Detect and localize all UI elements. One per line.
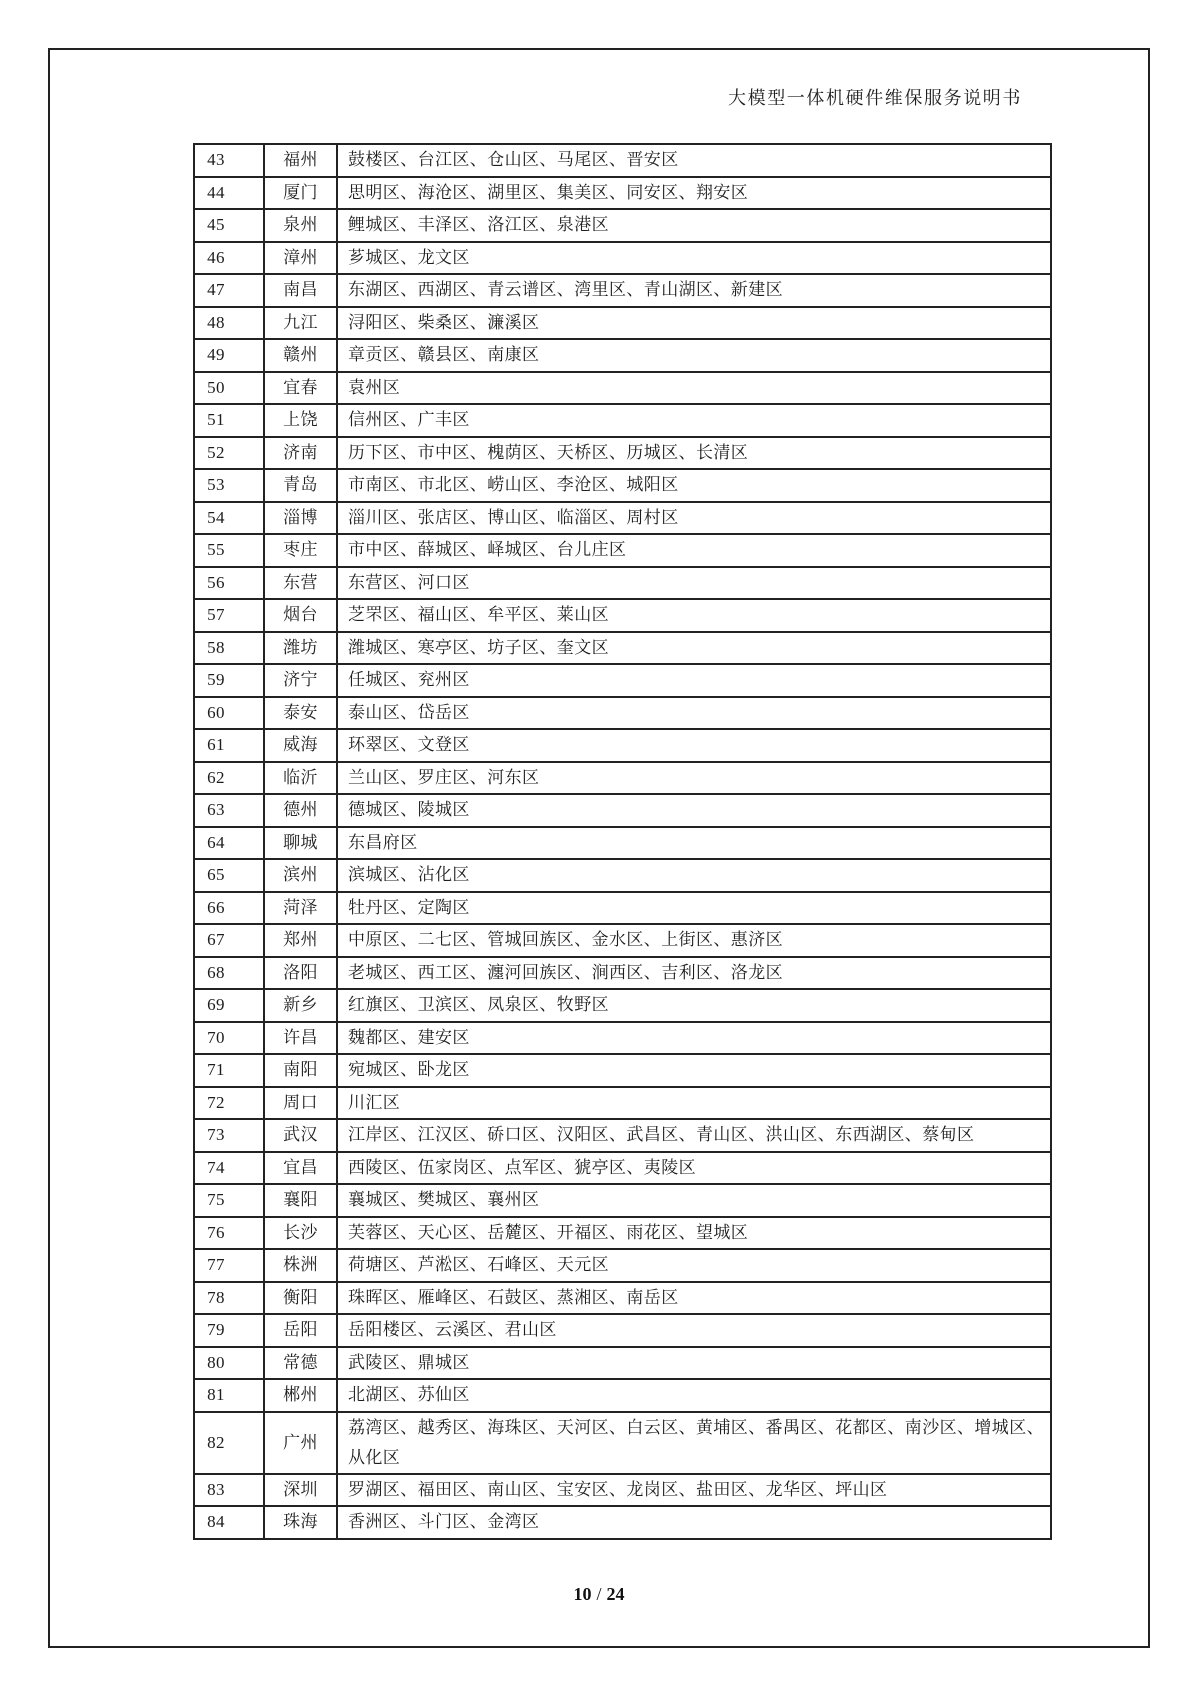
district-list: 西陵区、伍家岗区、点军区、猇亭区、夷陵区 (337, 1152, 1051, 1185)
row-number: 57 (194, 599, 264, 632)
table-row (194, 1119, 1051, 1152)
table-row (194, 989, 1051, 1022)
table-row (194, 632, 1051, 665)
row-number: 62 (194, 762, 264, 795)
table-row (194, 1474, 1051, 1507)
city-name: 济南 (264, 437, 337, 470)
row-number: 78 (194, 1282, 264, 1315)
table-row (194, 1379, 1051, 1412)
row-number: 75 (194, 1184, 264, 1217)
city-name: 襄阳 (264, 1184, 337, 1217)
district-list: 滨城区、沾化区 (337, 859, 1051, 892)
district-list: 芗城区、龙文区 (337, 242, 1051, 275)
city-name: 菏泽 (264, 892, 337, 925)
district-list: 岳阳楼区、云溪区、君山区 (337, 1314, 1051, 1347)
city-name: 济宁 (264, 664, 337, 697)
district-list: 珠晖区、雁峰区、石鼓区、蒸湘区、南岳区 (337, 1282, 1051, 1315)
district-list: 袁州区 (337, 372, 1051, 405)
city-name: 滨州 (264, 859, 337, 892)
district-list: 老城区、西工区、瀍河回族区、涧西区、吉利区、洛龙区 (337, 957, 1051, 990)
district-list: 鲤城区、丰泽区、洛江区、泉港区 (337, 209, 1051, 242)
row-number: 49 (194, 339, 264, 372)
row-number: 64 (194, 827, 264, 860)
table-row (194, 1282, 1051, 1315)
row-number: 72 (194, 1087, 264, 1120)
city-name: 枣庄 (264, 534, 337, 567)
district-list: 襄城区、樊城区、襄州区 (337, 1184, 1051, 1217)
district-list: 任城区、兖州区 (337, 664, 1051, 697)
table-row (194, 859, 1051, 892)
row-number: 54 (194, 502, 264, 535)
table-row (194, 144, 1051, 177)
table-row (194, 372, 1051, 405)
row-number: 71 (194, 1054, 264, 1087)
table-row (194, 1412, 1051, 1474)
city-name: 南昌 (264, 274, 337, 307)
row-number: 58 (194, 632, 264, 665)
city-name: 宜昌 (264, 1152, 337, 1185)
table-row (194, 1506, 1051, 1539)
row-number: 79 (194, 1314, 264, 1347)
city-name: 泉州 (264, 209, 337, 242)
row-number: 59 (194, 664, 264, 697)
city-name: 临沂 (264, 762, 337, 795)
table-row (194, 892, 1051, 925)
city-name: 上饶 (264, 404, 337, 437)
row-number: 48 (194, 307, 264, 340)
row-number: 82 (194, 1412, 264, 1474)
table-row (194, 827, 1051, 860)
city-name: 东营 (264, 567, 337, 600)
district-list: 章贡区、赣县区、南康区 (337, 339, 1051, 372)
table-row (194, 1022, 1051, 1055)
total-page-number: 24 (606, 1584, 625, 1604)
table-row (194, 209, 1051, 242)
table-row (194, 1347, 1051, 1380)
table-row (194, 177, 1051, 210)
district-list: 泰山区、岱岳区 (337, 697, 1051, 730)
table-row (194, 697, 1051, 730)
city-name: 宜春 (264, 372, 337, 405)
table-row (194, 1054, 1051, 1087)
table-row (194, 274, 1051, 307)
district-list: 潍城区、寒亭区、坊子区、奎文区 (337, 632, 1051, 665)
city-name: 许昌 (264, 1022, 337, 1055)
table-row (194, 502, 1051, 535)
district-list: 荔湾区、越秀区、海珠区、天河区、白云区、黄埔区、番禺区、花都区、南沙区、增城区、从化区 (337, 1412, 1051, 1474)
row-number: 73 (194, 1119, 264, 1152)
row-number: 44 (194, 177, 264, 210)
current-page-number: 10 (573, 1584, 592, 1604)
district-list: 东营区、河口区 (337, 567, 1051, 600)
document-title-header: 大模型一体机硬件维保服务说明书 (728, 88, 1022, 108)
city-name: 泰安 (264, 697, 337, 730)
row-number: 51 (194, 404, 264, 437)
district-list: 东湖区、西湖区、青云谱区、湾里区、青山湖区、新建区 (337, 274, 1051, 307)
row-number: 83 (194, 1474, 264, 1507)
row-number: 74 (194, 1152, 264, 1185)
district-list: 中原区、二七区、管城回族区、金水区、上街区、惠济区 (337, 924, 1051, 957)
table-row (194, 242, 1051, 275)
table-row (194, 404, 1051, 437)
city-name: 周口 (264, 1087, 337, 1120)
city-name: 衡阳 (264, 1282, 337, 1315)
page-border (48, 48, 1150, 1648)
row-number: 66 (194, 892, 264, 925)
city-district-table (193, 143, 1052, 1540)
city-name: 株洲 (264, 1249, 337, 1282)
table-row (194, 1217, 1051, 1250)
city-name: 郴州 (264, 1379, 337, 1412)
city-name: 深圳 (264, 1474, 337, 1507)
city-name: 武汉 (264, 1119, 337, 1152)
district-list: 市中区、薛城区、峄城区、台儿庄区 (337, 534, 1051, 567)
district-list: 芝罘区、福山区、牟平区、莱山区 (337, 599, 1051, 632)
table-row (194, 339, 1051, 372)
district-list: 武陵区、鼎城区 (337, 1347, 1051, 1380)
district-list: 德城区、陵城区 (337, 794, 1051, 827)
row-number: 47 (194, 274, 264, 307)
city-name: 新乡 (264, 989, 337, 1022)
district-list: 东昌府区 (337, 827, 1051, 860)
row-number: 60 (194, 697, 264, 730)
table-row (194, 1184, 1051, 1217)
table-row (194, 729, 1051, 762)
city-name: 九江 (264, 307, 337, 340)
district-list: 牡丹区、定陶区 (337, 892, 1051, 925)
city-name: 聊城 (264, 827, 337, 860)
row-number: 56 (194, 567, 264, 600)
district-list: 川汇区 (337, 1087, 1051, 1120)
row-number: 81 (194, 1379, 264, 1412)
city-name: 广州 (264, 1412, 337, 1474)
city-name: 厦门 (264, 177, 337, 210)
city-name: 洛阳 (264, 957, 337, 990)
table-row (194, 437, 1051, 470)
city-name: 珠海 (264, 1506, 337, 1539)
row-number: 84 (194, 1506, 264, 1539)
table-row (194, 1152, 1051, 1185)
row-number: 53 (194, 469, 264, 502)
table-row (194, 1249, 1051, 1282)
row-number: 80 (194, 1347, 264, 1380)
city-name: 南阳 (264, 1054, 337, 1087)
row-number: 50 (194, 372, 264, 405)
city-name: 福州 (264, 144, 337, 177)
table-row (194, 567, 1051, 600)
table-row (194, 534, 1051, 567)
district-list: 宛城区、卧龙区 (337, 1054, 1051, 1087)
city-name: 常德 (264, 1347, 337, 1380)
city-name: 青岛 (264, 469, 337, 502)
district-list: 环翠区、文登区 (337, 729, 1051, 762)
district-list: 北湖区、苏仙区 (337, 1379, 1051, 1412)
row-number: 45 (194, 209, 264, 242)
district-list: 江岸区、江汉区、硚口区、汉阳区、武昌区、青山区、洪山区、东西湖区、蔡甸区 (337, 1119, 1051, 1152)
table-row (194, 1314, 1051, 1347)
city-name: 赣州 (264, 339, 337, 372)
city-name: 岳阳 (264, 1314, 337, 1347)
district-list: 淄川区、张店区、博山区、临淄区、周村区 (337, 502, 1051, 535)
district-list: 魏都区、建安区 (337, 1022, 1051, 1055)
table-row (194, 924, 1051, 957)
row-number: 55 (194, 534, 264, 567)
district-list: 罗湖区、福田区、南山区、宝安区、龙岗区、盐田区、龙华区、坪山区 (337, 1474, 1051, 1507)
row-number: 76 (194, 1217, 264, 1250)
row-number: 43 (194, 144, 264, 177)
district-list: 浔阳区、柴桑区、濂溪区 (337, 307, 1051, 340)
city-name: 长沙 (264, 1217, 337, 1250)
district-list: 荷塘区、芦淞区、石峰区、天元区 (337, 1249, 1051, 1282)
city-name: 德州 (264, 794, 337, 827)
row-number: 46 (194, 242, 264, 275)
page-footer (50, 1584, 1148, 1605)
row-number: 63 (194, 794, 264, 827)
city-name: 漳州 (264, 242, 337, 275)
city-name: 威海 (264, 729, 337, 762)
table-row (194, 599, 1051, 632)
row-number: 77 (194, 1249, 264, 1282)
row-number: 70 (194, 1022, 264, 1055)
table-row (194, 794, 1051, 827)
district-list: 信州区、广丰区 (337, 404, 1051, 437)
row-number: 65 (194, 859, 264, 892)
row-number: 68 (194, 957, 264, 990)
table-body (194, 144, 1051, 1539)
city-name: 潍坊 (264, 632, 337, 665)
district-list: 红旗区、卫滨区、凤泉区、牧野区 (337, 989, 1051, 1022)
district-list: 思明区、海沧区、湖里区、集美区、同安区、翔安区 (337, 177, 1051, 210)
table-row (194, 957, 1051, 990)
row-number: 69 (194, 989, 264, 1022)
district-list: 芙蓉区、天心区、岳麓区、开福区、雨花区、望城区 (337, 1217, 1051, 1250)
table-row (194, 762, 1051, 795)
city-name: 淄博 (264, 502, 337, 535)
city-name: 郑州 (264, 924, 337, 957)
row-number: 61 (194, 729, 264, 762)
row-number: 52 (194, 437, 264, 470)
district-list: 市南区、市北区、崂山区、李沧区、城阳区 (337, 469, 1051, 502)
page-separator: / (596, 1584, 602, 1604)
district-list: 历下区、市中区、槐荫区、天桥区、历城区、长清区 (337, 437, 1051, 470)
table-row (194, 1087, 1051, 1120)
row-number: 67 (194, 924, 264, 957)
table-row (194, 664, 1051, 697)
city-name: 烟台 (264, 599, 337, 632)
district-list: 鼓楼区、台江区、仓山区、马尾区、晋安区 (337, 144, 1051, 177)
district-list: 香洲区、斗门区、金湾区 (337, 1506, 1051, 1539)
table-row (194, 469, 1051, 502)
table-row (194, 307, 1051, 340)
district-list: 兰山区、罗庄区、河东区 (337, 762, 1051, 795)
